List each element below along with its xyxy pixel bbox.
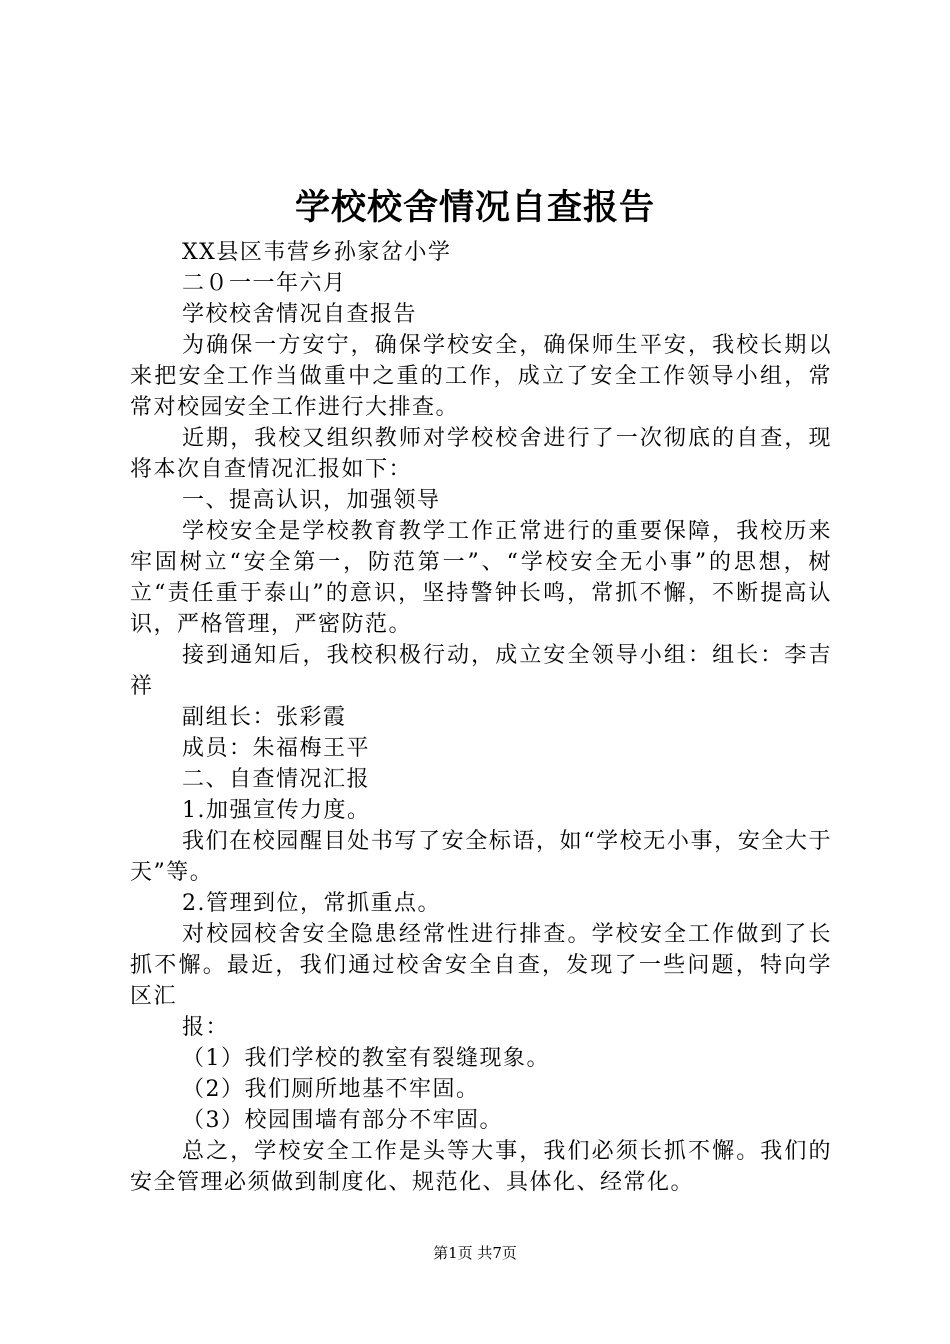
issue-2-line: （2）我们厕所地基不牢固。 [182,1077,480,1102]
intro-paragraph: 为确保一方安宁，确保学校安全，确保师生平安，我校长期以来把安全工作当做重中之重的工作，成立了安全工作领导小组，常常对校园安全工作进行大排查。 [130,333,832,420]
document-body [130,237,832,1198]
issue-1-line: （1）我们学校的教室有裂缝现象。 [182,1046,550,1071]
deputy-leader-line: 副组长：张彩霞 [182,705,347,730]
conclusion-paragraph: 总之，学校安全工作是头等大事，我们必须长抓不懈。我们的安全管理必须做到制度化、规范化、具体化、经常化。 [130,1139,832,1195]
report-label-line: 报： [182,1015,230,1040]
members-line: 成员：朱福梅王平 [182,736,371,761]
item-2-heading: 2.管理到位，常抓重点。 [182,891,441,916]
item-1-heading: 1.加强宣传力度。 [182,798,371,823]
section-heading-1: 一、提高认识，加强领导 [182,488,441,513]
recent-check-paragraph: 近期，我校又组织教师对学校校舍进行了一次彻底的自查，现将本次自查情况汇报如下： [130,426,832,482]
school-name-line: XX县区韦营乡孙家岔小学 [182,240,452,265]
page-number-footer: 第1页 共7页 [433,1244,517,1262]
item-2-paragraph: 对校园校舍安全隐患经常性进行排查。学校安全工作做到了长抓不懈。最近，我们通过校舍安全自查，发现了一些问题，特向学区汇 [130,922,832,1009]
report-subtitle: 学校校舍情况自查报告 [182,302,418,327]
date-line: 二０一一年六月 [182,271,347,296]
safety-importance-paragraph: 学校安全是学校教育教学工作正常进行的重要保障，我校历来牢固树立“安全第一，防范第一”、“学校安全无小事”的思想，树立“责任重于泰山”的意识，坚持警钟长鸣，常抓不懈，不断提高认识，严格管理，严密防范。 [130,519,832,637]
issue-3-line: （3）校园围墙有部分不牢固。 [182,1108,503,1133]
document-title: 学校校舍情况自查报告 [294,187,655,228]
section-heading-2: 二、自查情况汇报 [182,767,371,792]
item-1-paragraph: 我们在校园醒目处书写了安全标语，如“学校无小事，安全大于天”等。 [130,829,832,885]
team-leader-paragraph: 接到通知后，我校积极行动，成立安全领导小组：组长：李吉祥 [130,643,832,699]
